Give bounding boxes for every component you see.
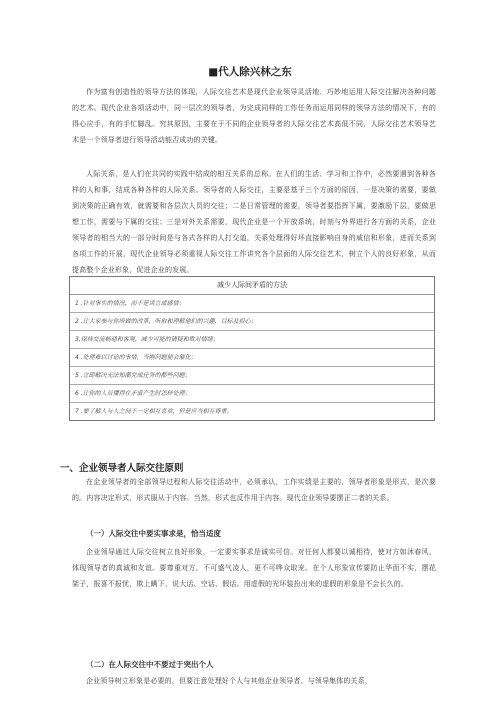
tip-row: 6 .让你的人员懂得在矛盾产生时怎样处理； [70,385,434,403]
tip-row: 4 .处理难以讨论的事情，当刚问题便会催化； [70,349,434,367]
tip-row: 7 .要了解人与人之间不一定相互喜欢，但是应当相互尊重。 [75,408,233,415]
tip-row: 2 .让大家参与你所做的改革，听取和理解他们的兴趣，目标及担心； [70,313,434,331]
subheading-honesty: （一）人际交往中要实事求是，恰当适度 [86,529,221,538]
tip-row: 1 .针对事实的情况，而不是谈言或感情； [70,295,434,313]
tips-table [69,276,435,421]
honesty-paragraph: 企业领导通过人际交往树立良好形象，一定要实事求是诚实可信。对任何人都要以诚相待，使对方如沐春风，体现领导者的真诚和友谊。要尊重对方，不可盛气凌人，更不可哗众取宠。在个人形象宣传要防止华而不实，摆花架子，报喜不报忧，欺上瞒下，说大话、空话、假话。用虚假的光环装扮出来的虚假的形象是不会长久的。 [72,548,436,588]
relations-paragraph: 人际关系，是人们在共同的实践中结成的相互关系的总称。在人们的生活、学习和工作中，必然要遇到各种各样的人和事，结成各种各样的人际关系。领导者的人际交往，主要是基于三个方面的原因，一是决策的需要，要做到决策的正确有效，就需要和各层次人员的交往；二是日常管理的需要，领导者要指挥下属，要激励下层，要做思想工作，需要与下属的交往；三是对外关系需要，现代企业是一个开放系统，时刻与外界进行各方面的关系，企业领导者的相当大的一部分时间是与各式各样的人打交道，关系处理得好坏直接影响自身的威信和形象，进而关系到各项工作的开展，现代企业领导必须重视人际交往工作讲究各个层面的人际交往艺术，树立个人的良好形象，从而提高整个企业形象，促进企业的发展。 [72,170,436,274]
subheading-individual: （二）在人际交往中不要过于突出个人 [86,660,214,669]
section-heading: 一、企业领导者人际交往原则 [60,463,184,474]
intro-paragraph: 作为富有创造性的领导方法的体现，人际交往艺术是现代企业领导灵活地、巧妙地运用人际交往解决各种问题的艺术。现代企业各项活动中，同一层次的领导者，为完成同样的工作任务而运用同样的领导方法的情况下，有的得心应手，有的手忙脚乱。究其原因，主要在于不同的企业领导者的人际交往艺术高低不同，人际交往艺术领导艺术是一个领导者进行领导活动能否成功的关键。 [72,88,436,144]
individual-paragraph: 企业领导树立形象是必要的，但要注意处理好个人与其他企业领导者、与领导集体的关系， [86,677,372,685]
tips-table-title: 减少人际间矛盾的方法 [70,277,434,295]
tip-row: 3,保持交流畅通和客观，减少可能的猜疑和欺对情绪； [70,331,434,349]
tip-row: 5 .立即解决无法知潮完成任务的都些问题； [70,367,434,385]
document-title: ■代人除兴林之东 [208,66,292,78]
principles-paragraph: 在企业领导者的全部领导过程和人际交往活动中，必须承认，工作实绩是主要的，领导者形象是形式，是次要的。内容决定形式，形式服从于内容。当然，形式也反作用于内容。现代企业领导要摆正二者的关系。 [72,478,436,502]
